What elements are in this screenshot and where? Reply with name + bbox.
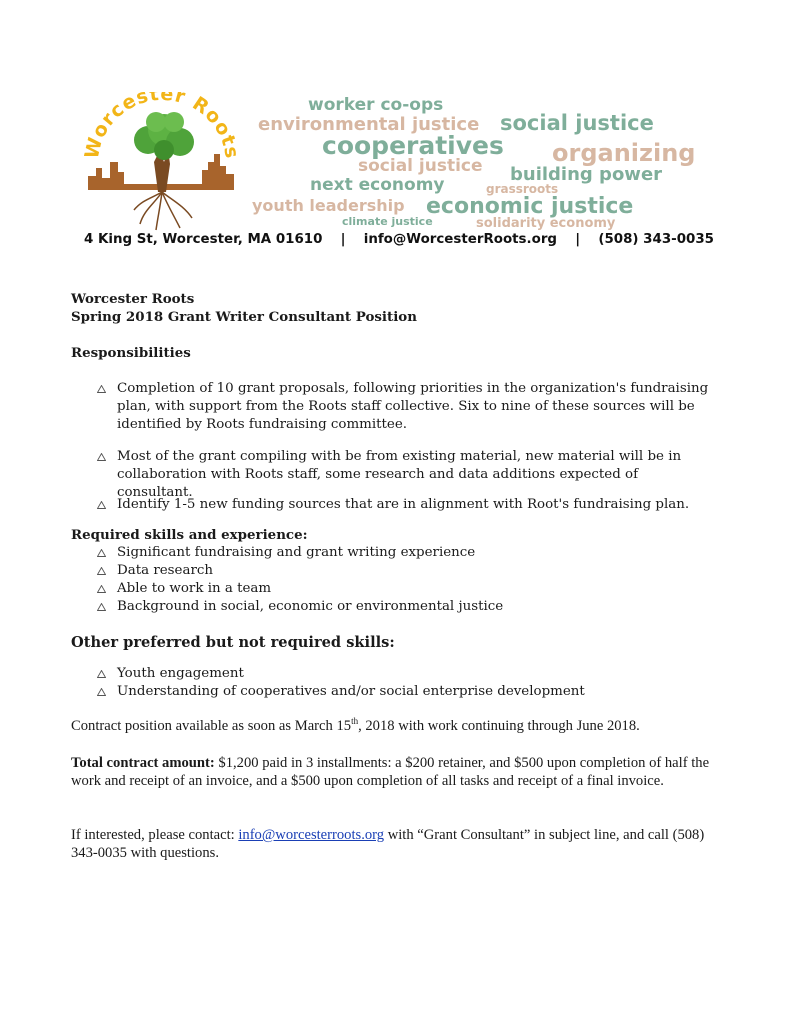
list-item — [95, 665, 585, 683]
responsibilities-heading: Responsibilities — [71, 345, 191, 361]
list-item — [95, 580, 503, 598]
responsibility-text: Most of the grant compiling with be from existing material, new material will be in collaboration with Roots staff, some research and data additions expected of consultant. — [117, 449, 682, 500]
cloud-word: social justice — [358, 156, 483, 176]
bullet-triangle-icon — [97, 453, 106, 461]
contract-amount-text: $1,200 paid in 3 installments: a $200 retainer, and $500 upon completion of half the work and receipt of an invoice, and a $500 upon completion of all tasks and receipt of a final invoice. — [71, 755, 710, 789]
contract-text: Contract position available as soon as March 15 — [71, 718, 352, 734]
bullet-triangle-icon — [97, 385, 106, 393]
bullet-triangle-icon — [97, 688, 106, 696]
letterhead-phone: (508) 343-0035 — [598, 232, 714, 247]
cloud-word: solidarity economy — [476, 216, 616, 231]
responsibility-text: Identify 1-5 new funding sources that are in alignment with Root's fundraising plan. — [117, 497, 690, 512]
cloud-word: organizing — [552, 139, 696, 167]
contract-amount-label: Total contract amount: — [71, 755, 215, 771]
list-item — [95, 562, 503, 580]
contact-paragraph — [71, 826, 721, 862]
contract-position-paragraph — [71, 717, 721, 735]
contract-text-end: , 2018 with work continuing through June 2018. — [358, 718, 640, 734]
bullet-triangle-icon — [97, 567, 106, 575]
skill-text: Youth engagement — [117, 666, 244, 681]
responsibilities-list-2 — [95, 448, 715, 502]
cloud-word: economic justice — [426, 194, 634, 219]
required-skills-heading: Required skills and experience: — [71, 527, 308, 543]
skill-text: Understanding of cooperatives and/or social enterprise development — [117, 684, 585, 699]
cloud-word: building power — [510, 164, 663, 185]
cloud-word: youth leadership — [252, 196, 405, 215]
org-name: Worcester Roots — [71, 291, 195, 307]
required-skills-list — [95, 544, 503, 616]
cloud-word: grassroots — [486, 182, 559, 196]
svg-text:Worcester Roots: orcester Roots — [87, 92, 242, 161]
ordinal-suffix: th — [351, 716, 359, 727]
list-item — [95, 598, 503, 616]
list-item — [95, 683, 585, 701]
cloud-word: climate justice — [342, 215, 433, 228]
bullet-triangle-icon — [97, 501, 106, 509]
responsibilities-list-3 — [95, 496, 715, 514]
bullet-triangle-icon — [97, 670, 106, 678]
contact-email-link[interactable]: info@worcesterroots.org — [238, 827, 385, 843]
cloud-word: next economy — [310, 175, 445, 195]
contact-text-end: with “Grant Consultant” in subject line, and call (508) 343-0035 with questions. — [71, 827, 705, 861]
responsibility-text: Completion of 10 grant proposals, following priorities in the organization's fundraising plan, with support from the Roots staff collective. Six to nine of these sources will be identified by Roots fundraising committee. — [117, 381, 709, 432]
skill-text: Significant fundraising and grant writing experience — [117, 545, 476, 560]
bullet-triangle-icon — [97, 603, 106, 611]
preferred-skills-list — [95, 665, 585, 701]
contact-text: If interested, please contact: — [71, 827, 239, 843]
cloud-word: cooperatives — [322, 131, 504, 160]
bullet-triangle-icon — [97, 549, 106, 557]
preferred-skills-heading: Other preferred but not required skills: — [71, 634, 395, 651]
cloud-word: worker co-ops — [308, 95, 444, 115]
skill-text: Data research — [117, 563, 213, 578]
skill-text: Background in social, economic or environmental justice — [117, 599, 504, 614]
letterhead-address: 4 King St, Worcester, MA 01610 — [84, 232, 323, 247]
letterhead-separator: | — [340, 232, 346, 247]
document-title: Spring 2018 Grant Writer Consultant Position — [71, 309, 417, 325]
cloud-word: environmental justice — [258, 114, 480, 135]
list-item — [95, 544, 503, 562]
list-item — [95, 380, 715, 434]
responsibilities-list — [95, 380, 715, 434]
cloud-word: social justice — [500, 111, 654, 135]
list-item — [95, 496, 715, 514]
bullet-triangle-icon — [97, 585, 106, 593]
worcester-roots-logo — [84, 92, 242, 237]
letterhead-contact-line — [84, 232, 714, 247]
contract-amount-paragraph — [71, 754, 721, 790]
list-item — [95, 448, 715, 502]
skill-text: Able to work in a team — [117, 581, 272, 596]
letterhead-email: info@WorcesterRoots.org — [363, 232, 558, 247]
letterhead-separator: | — [575, 232, 581, 247]
